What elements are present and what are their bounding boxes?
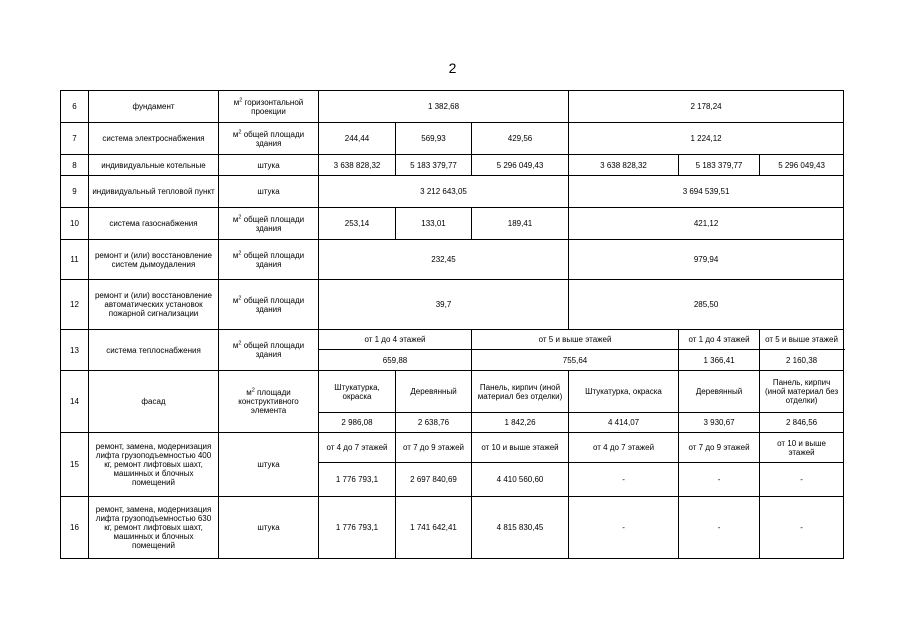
row-number: 7 (61, 123, 89, 155)
work-type: ремонт и (или) восстановление автоматических установок пожарной сигнализации (89, 280, 219, 330)
unit-cell: штука (219, 176, 319, 208)
value-cell: 1 776 793,1 (319, 463, 396, 497)
value-cell: - (569, 497, 679, 559)
value-cell: 1 366,41 (679, 350, 760, 371)
sub-header: от 4 до 7 этажей (319, 433, 396, 463)
table-row (61, 280, 844, 330)
value-cell: 3 638 828,32 (569, 155, 679, 176)
work-type: фасад (89, 371, 219, 433)
sub-header: Деревянный (396, 371, 472, 413)
sub-header: Панель, кирпич (иной материал без отделки) (760, 371, 844, 413)
value-cell: 133,01 (396, 208, 472, 240)
value-cell: 1 382,68 (319, 91, 569, 123)
value-cell: 285,50 (569, 280, 844, 330)
page-number: 2 (448, 60, 457, 76)
row-number: 14 (61, 371, 89, 433)
work-type: ремонт, замена, модернизация лифта грузоподъемностью 400 кг, ремонт лифтовых шахт, машинных и блочных помещений (89, 433, 219, 497)
value-cell: 979,94 (569, 240, 844, 280)
sub-header: от 4 до 7 этажей (569, 433, 679, 463)
unit-cell: $м^2$ общей площади здания (219, 123, 319, 155)
table-row (61, 240, 844, 280)
sub-header: Панель, кирпич (иной материал без отделки) (472, 371, 569, 413)
table-row (61, 208, 844, 240)
value-cell: - (760, 463, 844, 497)
row-number: 10 (61, 208, 89, 240)
row-number: 6 (61, 91, 89, 123)
value-cell: 2 986,08 (319, 413, 396, 433)
unit-cell: $м^2$ общей площади здания (219, 330, 319, 371)
value-cell: 1 741 642,41 (396, 497, 472, 559)
table-row (61, 91, 844, 123)
value-cell: 2 160,38 (760, 350, 844, 371)
sub-header: от 5 и выше этажей (760, 330, 844, 350)
row-number: 12 (61, 280, 89, 330)
cost-table (60, 90, 844, 559)
work-type: ремонт и (или) восстановление систем дымоудаления (89, 240, 219, 280)
value-cell: - (679, 463, 760, 497)
value-cell: 5 183 379,77 (679, 155, 760, 176)
row-number: 11 (61, 240, 89, 280)
value-cell: 2 846,56 (760, 413, 844, 433)
value-cell: 5 296 049,43 (760, 155, 844, 176)
work-type: фундамент (89, 91, 219, 123)
table-row (61, 433, 844, 463)
value-cell: 5 183 379,77 (396, 155, 472, 176)
value-cell: 1 842,26 (472, 413, 569, 433)
work-type: система газоснабжения (89, 208, 219, 240)
value-cell: 2 697 840,69 (396, 463, 472, 497)
sub-header: от 7 до 9 этажей (396, 433, 472, 463)
work-type: индивидуальный тепловой пункт (89, 176, 219, 208)
unit-cell: $м^2$ общей площади здания (219, 280, 319, 330)
value-cell: 659,88 (319, 350, 472, 371)
value-cell: 421,12 (569, 208, 844, 240)
sub-header: от 10 и выше этажей (472, 433, 569, 463)
row-number: 15 (61, 433, 89, 497)
sub-header: от 1 до 4 этажей (319, 330, 472, 350)
value-cell: 4 414,07 (569, 413, 679, 433)
value-cell: 569,93 (396, 123, 472, 155)
value-cell: - (569, 463, 679, 497)
value-cell: 232,45 (319, 240, 569, 280)
table-row (61, 176, 844, 208)
value-cell: 4 815 830,45 (472, 497, 569, 559)
value-cell: 4 410 560,60 (472, 463, 569, 497)
table-row (61, 371, 844, 413)
value-cell: 3 694 539,51 (569, 176, 844, 208)
unit-cell: штука (219, 155, 319, 176)
value-cell: 755,64 (472, 350, 679, 371)
unit-cell: $м^2$ общей площади здания (219, 240, 319, 280)
value-cell: 2 178,24 (569, 91, 844, 123)
table-row (61, 330, 844, 350)
sub-header: от 10 и выше этажей (760, 433, 844, 463)
row-number: 9 (61, 176, 89, 208)
sub-header: от 7 до 9 этажей (679, 433, 760, 463)
unit-cell: $м^2$ площади конструктивного элемента (219, 371, 319, 433)
work-type: ремонт, замена, модернизация лифта грузоподъемностью 630 кг, ремонт лифтовых шахт, машинных и блочных помещений (89, 497, 219, 559)
value-cell: 3 930,67 (679, 413, 760, 433)
work-type: индивидуальные котельные (89, 155, 219, 176)
sub-header: от 1 до 4 этажей (679, 330, 760, 350)
sub-header: Деревянный (679, 371, 760, 413)
value-cell: 253,14 (319, 208, 396, 240)
sub-header: от 5 и выше этажей (472, 330, 679, 350)
value-cell: 2 638,76 (396, 413, 472, 433)
row-number: 8 (61, 155, 89, 176)
value-cell: 3 638 828,32 (319, 155, 396, 176)
unit-cell: $м^2$ горизонтальной проекции (219, 91, 319, 123)
value-cell: 1 776 793,1 (319, 497, 396, 559)
work-type: система электроснабжения (89, 123, 219, 155)
value-cell: - (760, 497, 844, 559)
table-row (61, 123, 844, 155)
table-row (61, 497, 844, 559)
value-cell: - (679, 497, 760, 559)
value-cell: 429,56 (472, 123, 569, 155)
row-number: 13 (61, 330, 89, 371)
value-cell: 1 224,12 (569, 123, 844, 155)
work-type: система теплоснабжения (89, 330, 219, 371)
value-cell: 39,7 (319, 280, 569, 330)
value-cell: 189,41 (472, 208, 569, 240)
row-number: 16 (61, 497, 89, 559)
sub-header: Штукатурка, окраска (569, 371, 679, 413)
unit-cell: штука (219, 497, 319, 559)
value-cell: 244,44 (319, 123, 396, 155)
unit-cell: $м^2$ общей площади здания (219, 208, 319, 240)
unit-cell: штука (219, 433, 319, 497)
value-cell: 5 296 049,43 (472, 155, 569, 176)
value-cell: 3 212 643,05 (319, 176, 569, 208)
sub-header: Штукатурка, окраска (319, 371, 396, 413)
table-row (61, 155, 844, 176)
